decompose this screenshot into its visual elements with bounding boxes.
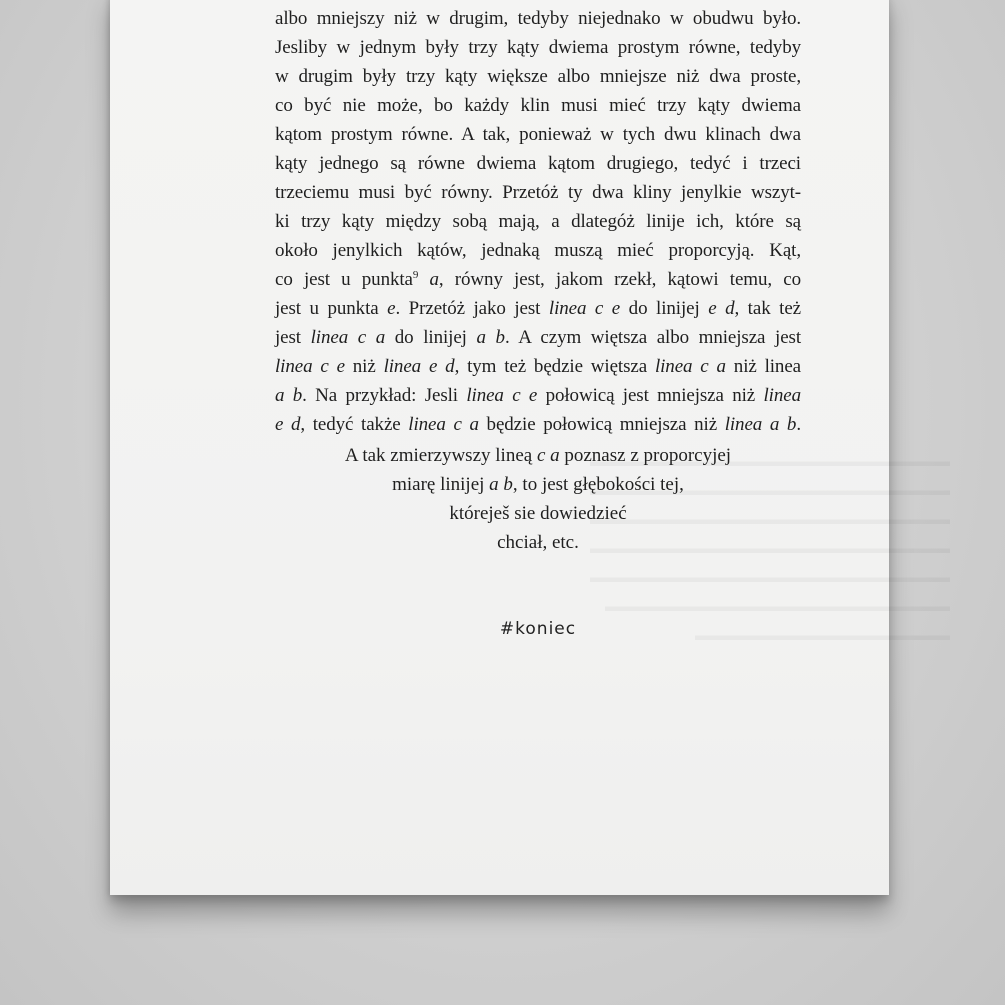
text-segment: co być nie może, bo każdy klin musi mieć trzy kąty dwiema bbox=[275, 95, 801, 116]
text-segment: kąty jednego są równe dwiema kątom drugiego, tedyć i trzeci bbox=[275, 153, 801, 174]
end-tag: #koniec bbox=[499, 619, 577, 639]
italic-text: a b bbox=[275, 385, 303, 406]
text-segment: trzeciemu musi być równy. Przetóż ty dwa kliny jenylkie wszyt- bbox=[275, 182, 801, 203]
italic-text: linea c a bbox=[408, 414, 479, 435]
text-segment: ki trzy kąty między sobą mają, a dlategóż linije ich, które są bbox=[275, 211, 801, 232]
text-segment: do linijej bbox=[620, 298, 709, 319]
text-segment: co jest u punkta bbox=[275, 269, 413, 290]
text-line bbox=[275, 149, 801, 178]
text-segment: jest bbox=[275, 327, 311, 348]
text-line bbox=[275, 294, 801, 323]
italic-text: linea c e bbox=[275, 356, 345, 377]
text-segment: w drugim były trzy kąty większe albo mniejsze niż dwa proste, bbox=[275, 66, 801, 87]
italic-text: e d bbox=[275, 414, 301, 435]
text-segment: niż linea bbox=[725, 356, 802, 377]
italic-text: linea bbox=[763, 385, 801, 406]
text-line bbox=[275, 352, 801, 381]
text-segment: do linijej bbox=[385, 327, 477, 348]
text-line bbox=[275, 323, 801, 352]
text-line bbox=[275, 381, 801, 410]
closing-centered-text bbox=[275, 441, 801, 557]
text-segment: kątom prostym równe. A tak, ponieważ w tych dwu klinach dwa bbox=[275, 124, 801, 145]
text-line bbox=[275, 33, 801, 62]
italic-text: linea c a bbox=[654, 356, 726, 377]
text-line bbox=[275, 120, 801, 149]
text-line bbox=[275, 62, 801, 91]
italic-text: c a bbox=[536, 445, 560, 466]
text-segment: A tak zmierzywszy lineą bbox=[344, 445, 537, 466]
italic-text: linea a b bbox=[724, 414, 797, 435]
text-segment: Jesliby w jednym były trzy kąty dwiema prostym równe, tedyby bbox=[275, 37, 801, 58]
text-segment: , tedyć także bbox=[300, 414, 409, 435]
text-line bbox=[275, 207, 801, 236]
text-segment: , to jest głębokości tej, bbox=[512, 474, 684, 495]
text-segment bbox=[418, 269, 429, 290]
text-segment: niż bbox=[344, 356, 384, 377]
italic-text: e d bbox=[708, 298, 735, 319]
text-segment: około jenylkich kątów, jednaką muszą mieć proporcyją. Kąt, bbox=[275, 240, 801, 261]
text-segment: . Na przykład: Jesli bbox=[302, 385, 467, 406]
italic-text: linea e d bbox=[383, 356, 455, 377]
text-line bbox=[275, 178, 801, 207]
text-segment: chciał, etc. bbox=[497, 532, 579, 553]
text-segment: . Przetóż jako jest bbox=[395, 298, 549, 319]
body-text-paragraph bbox=[275, 4, 801, 439]
text-line bbox=[275, 4, 801, 33]
italic-text: a bbox=[429, 269, 439, 290]
text-segment: któreješ sie dowiedzieć bbox=[449, 503, 627, 524]
text-segment: . bbox=[796, 414, 801, 435]
text-line bbox=[275, 91, 801, 120]
text-segment: poznasz z proporcyjej bbox=[559, 445, 732, 466]
text-line bbox=[275, 410, 801, 439]
italic-text: a b bbox=[489, 474, 513, 495]
text-segment: , równy jest, jakom rzekł, kątowi temu, co bbox=[438, 269, 801, 290]
footnote-marker: 9 bbox=[412, 269, 419, 281]
centered-text-line bbox=[275, 528, 801, 557]
text-segment: miarę linijej bbox=[392, 474, 490, 495]
text-segment: będzie połowicą mniejsza niż bbox=[478, 414, 725, 435]
italic-text: linea c e bbox=[466, 385, 538, 406]
text-segment: , tym też będzie więtsza bbox=[454, 356, 655, 377]
centered-text-line bbox=[275, 470, 801, 499]
text-line bbox=[275, 265, 801, 294]
centered-text-line bbox=[275, 441, 801, 470]
text-segment: połowicą jest mniejsza niż bbox=[537, 385, 764, 406]
italic-text: e bbox=[387, 298, 396, 319]
italic-text: linea c a bbox=[310, 327, 386, 348]
text-line bbox=[275, 236, 801, 265]
centered-text-line bbox=[275, 499, 801, 528]
italic-text: linea c e bbox=[548, 298, 621, 319]
italic-text: a b bbox=[476, 327, 505, 348]
text-segment: albo mniejszy niż w drugim, tedyby niejednako w obudwu było. bbox=[275, 8, 801, 29]
text-segment: , tak też bbox=[734, 298, 801, 319]
text-segment: . A czym więtsza albo mniejsza jest bbox=[504, 327, 802, 348]
text-segment: jest u punkta bbox=[275, 298, 388, 319]
